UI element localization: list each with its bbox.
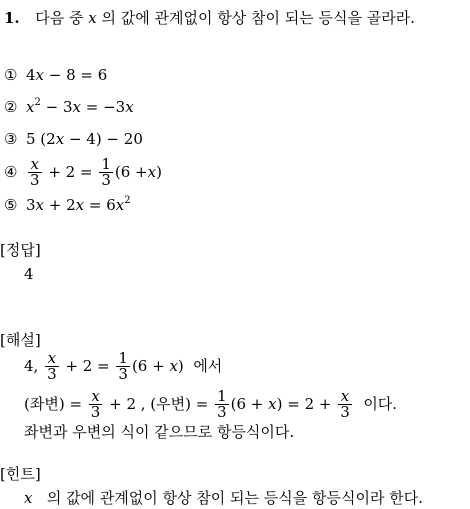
answer-value: 4 — [24, 265, 34, 283]
hint-text-line — [24, 488, 423, 508]
option-expr: $3x + 2x = 6x^2$ — [26, 195, 131, 214]
explanation-line-3: 좌변과 우변의 식이 같으므로 항등식이다. — [24, 423, 295, 441]
explanation-suffix-2: 이다. — [363, 395, 398, 413]
question-text-after: 의 값에 관계없이 항상 참이 되는 등식을 골라라. — [101, 9, 415, 27]
option-expr: 4x − 8 = 6 — [26, 66, 108, 84]
right-side-label: (우변) — [150, 395, 191, 413]
option-expr: $\frac{x}{3}$ + 2 = $\frac{1}{3}$ (6 + x ) — [30, 154, 162, 189]
option-expr: $x^2 - 3x = -3x$ — [26, 97, 134, 116]
option-1 — [4, 60, 107, 90]
explanation-line-1: 4, $\frac{x}{3}$ + 2 = $\frac{1}{3}$ (6 + x) 에서 — [24, 348, 223, 383]
explanation-suffix-1: 에서 — [193, 357, 223, 375]
answer-label: [정답] — [0, 241, 41, 259]
question — [4, 8, 415, 28]
option-2 — [4, 92, 134, 122]
explanation-label: [해설] — [0, 331, 41, 349]
option-4 — [4, 154, 162, 190]
option-marker: ③ — [4, 130, 18, 148]
question-number: 1. — [4, 9, 20, 27]
option-marker: ⑤ — [4, 196, 18, 214]
option-5 — [4, 190, 131, 220]
option-3 — [4, 124, 143, 154]
option-marker: ① — [4, 66, 18, 84]
hint-label: [힌트] — [0, 465, 41, 483]
question-text-before: 다음 중 — [35, 9, 84, 27]
hint-text: 의 값에 관계없이 항상 참이 되는 등식을 항등식이라 한다. — [46, 489, 423, 507]
option-marker: ② — [4, 98, 18, 116]
hint-var: x — [24, 489, 33, 507]
left-side-label: (좌변) — [24, 395, 65, 413]
question-var: x — [88, 9, 97, 27]
explanation-line-2: (좌변) = $\frac{x}{3}$ + 2 , (우변) = $\frac{1}{3}$ (6 + x) = 2 + $\frac{x}{3}$ 이다. — [24, 386, 398, 421]
option-marker: ④ — [4, 163, 18, 181]
option-expr: 5 (2x − 4) − 20 — [26, 130, 143, 148]
